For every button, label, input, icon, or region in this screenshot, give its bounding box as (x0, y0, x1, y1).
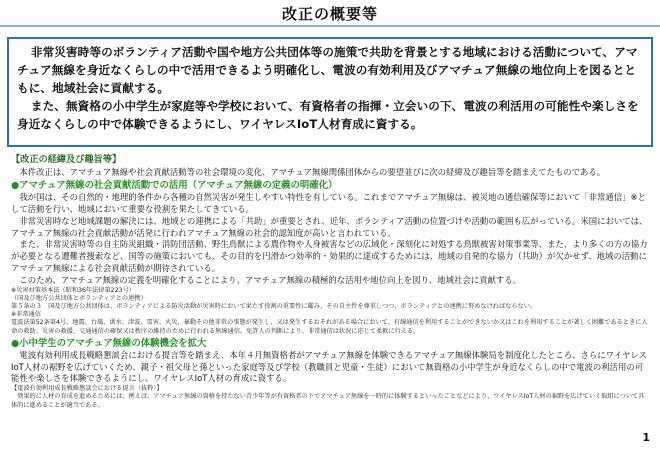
note-3: 第５条の３ 国及び地方公共団体は、ボランティアによる防災活動が災害時において果たす役割の重要性に鑑み、その自主性を尊重しつつ、ボランティアとの連携に努めなければならない。 (11, 303, 537, 311)
title-underline (0, 25, 660, 27)
section1-paragraph-3: また、非常災害時等の自主防災組織・消防団活動、野生鳥獣による農作物や人身被害などの広域化・深刻化に対処する鳥獣被害対策事業等、また、より多くの方の協力が必要となる遭難者捜索など、国等の施策においても、その目的を円滑かつ効率的・効果的に達成するためには、地域の自発的な協力（共助）が欠かせず、地域の活動にアマチュア無線による社会貢献活動が期待されている。 (11, 239, 648, 274)
note-2: （国及び地方公共団体とボランティアとの連携） (11, 294, 147, 302)
section1-heading-paren: （アマチュア無線の定義の明確化） (187, 180, 338, 192)
summary-paragraph-2: また、無資格の小中学生が家庭等や学校において、有資格者の指揮・立会いの下、電波の利活用の可能性や楽しさを身近なくらしの中で体験できるようにし、ワイヤレスIoT人材育成に資する。 (17, 99, 639, 131)
note-1: ※災害対策基本法（昭和36年法律第223号） (11, 286, 135, 294)
note-5: 電波法第52条第4号。地震、台風、洪水、津波、雪害、火災、暴動その他非常の事態が発生し、又は発生するおそれがある場合において、有線通信を利用することができないか又はこれを利用することが著しく困難であるときに人命の救助、災害の救援、交通通信の確保又は秩序の維持のために行われる無線通信。免許人の判断により、非常通信は状況に応じて柔軟に行える。 (11, 319, 648, 335)
section2-note-2: 効果的に人材の育成を進めるためには、例えば、アマチュア無線の資格を持たない青少年等が有資格者の下でアマチュア無線を一時的に体験するといったことなどにより、ワイヤレスIoT人材の裾野を広げていく取組について具体的に進めることが適当である。 (11, 393, 645, 409)
section2-note-1: 【電波有効利用成長戦略懇談会における提言（抜粋）】 (11, 385, 163, 393)
page-title: 改正の概要等 (281, 5, 378, 23)
summary-box (7, 37, 653, 147)
section1-heading-text: ●アマチュア無線の社会貢献活動での活用 (11, 180, 188, 192)
detail-section (11, 154, 649, 410)
summary-paragraph-1: 非常災害時等のボランティア活動や国や地方公共団体等の施策で共助を背景とする地域における活動について、アマチュア無線を身近なくらしの中で活用できるよう明確化し、電波の有効利用及びアマチュア無線の地位向上を図るとともに、地域社会に貢献する。 (17, 45, 638, 95)
section1-paragraph-1: 我が国は、その自然的・地理的条件から各種の自然災害が発生しやすい特性を有している。これまでアマチュア無線は、被災地の通信確保等において「非常通信」※として活動を行い、地域において重要な役割を果たしてきている。 (11, 192, 646, 215)
page-number: 1 (642, 431, 650, 444)
note-4: ※非常通信 (11, 311, 41, 319)
background-intro: 本件改正は、アマチュア無線や社会貢献活動等の社会環境の変化、アマチュア無線関係団体からの要望並びに次の経緯及び趣旨等を踏まえてたものである。 (19, 166, 606, 177)
background-heading: 【改正の経緯及び趣旨等】 (11, 154, 122, 165)
section1-heading (11, 179, 649, 192)
section1-paragraph-4: このため、アマチュア無線の定義を明確化することにより、アマチュア無線の積極的な活用や地位向上を図り、地域社会に貢献する。 (19, 274, 522, 285)
section1-paragraph-2: 非常災害時など地域課題の解決には、地域との連携による「共助」が重要とされ、近年、ボランティア活動の位置づけや活動の範囲も広がっている。米国においては、アマチュア無線の社会貢献活動が活発に行われアマチュア無線の社会的認知度が高いと言われている。 (11, 215, 648, 238)
section2-heading: ●小中学生のアマチュア無線の体験機会を拡大 (11, 337, 207, 349)
title-bar (0, 0, 660, 27)
section2-paragraph-1: 電波有効利用成長戦略懇談会における提言等を踏まえ、本年４月無資格者がアマチュア無線を体験できるアマチュア無線体験局を制度化したところ、さらにワイヤレスIoT人材の裾野を広げていくため、親子・祖父母と孫といった家庭等及び学校（教職員と児童・生徒）において無資格の小中学生が身近なくらしの中で電波の利活用の可能性や楽しさを体験できるようにし、ワイヤレスIoT人材の育成に資する。 (11, 349, 647, 384)
